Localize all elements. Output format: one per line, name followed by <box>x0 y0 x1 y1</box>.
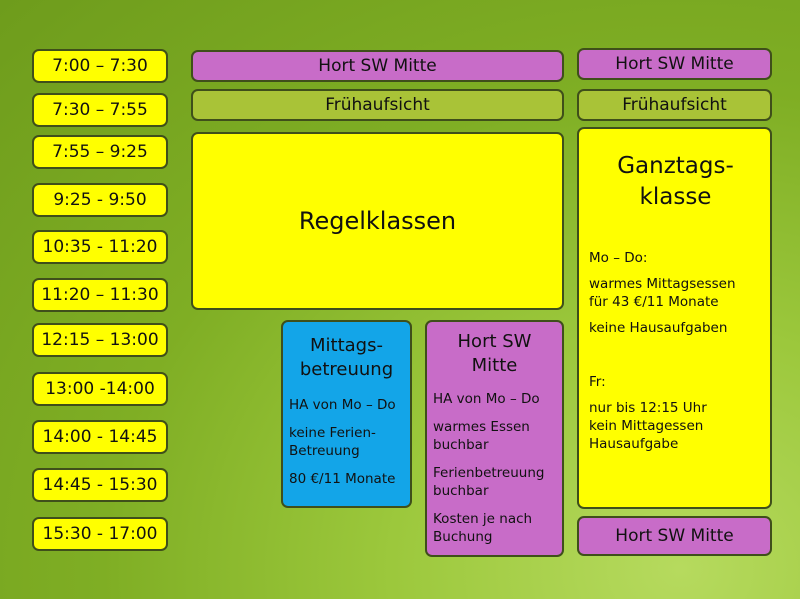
ganztags-line: Mo – Do: <box>589 250 648 266</box>
time-slot: 10:35 - 11:20 <box>32 230 168 264</box>
hort-line: Ferienbetreuung buchbar <box>433 465 545 499</box>
ganztags-line: keine Hausaufgaben <box>589 320 728 336</box>
ganztags-line: Fr: <box>589 374 606 390</box>
hort-sw-mitte-bar: Hort SW Mitte <box>191 50 564 82</box>
hort-line: HA von Mo – Do <box>433 391 540 407</box>
mittags-line: 80 €/11 Monate <box>289 471 396 487</box>
time-slot: 15:30 - 17:00 <box>32 517 168 551</box>
hort-line: warmes Essen buchbar <box>433 419 530 453</box>
hort-sw-mitte-box <box>425 320 564 557</box>
hort-box-title: Hort SW Mitte <box>457 331 532 376</box>
ganztagsklasse-title: Ganztags- klasse <box>617 153 734 210</box>
mittagsbetreuung-box <box>281 320 412 508</box>
time-slot: 7:30 – 7:55 <box>32 93 168 127</box>
ganztagsklasse-box <box>577 127 772 509</box>
mittags-line: HA von Mo – Do <box>289 397 396 413</box>
fruehaufsicht-bar: Frühaufsicht <box>191 89 564 121</box>
fruehaufsicht-bar-right: Frühaufsicht <box>577 89 772 121</box>
time-slot: 14:00 - 14:45 <box>32 420 168 454</box>
time-slot: 13:00 -14:00 <box>32 372 168 406</box>
time-slot: 12:15 – 13:00 <box>32 323 168 357</box>
regelklassen-box: Regelklassen <box>191 132 564 310</box>
time-slot: 9:25 - 9:50 <box>32 183 168 217</box>
time-slot: 7:55 – 9:25 <box>32 135 168 169</box>
mittags-line: keine Ferien- Betreuung <box>289 425 376 459</box>
hort-sw-mitte-bar-right: Hort SW Mitte <box>577 48 772 80</box>
hort-sw-mitte-bar-bottom: Hort SW Mitte <box>577 516 772 556</box>
hort-line: Kosten je nach Buchung <box>433 511 533 545</box>
mittagsbetreuung-title: Mittags- betreuung <box>299 335 394 380</box>
time-slot: 11:20 – 11:30 <box>32 278 168 312</box>
time-slot: 14:45 - 15:30 <box>32 468 168 502</box>
ganztags-line: warmes Mittagsessen für 43 €/11 Monate <box>589 276 736 310</box>
ganztags-line: nur bis 12:15 Uhr kein Mittagessen Hausaufgabe <box>589 400 707 452</box>
time-slot: 7:00 – 7:30 <box>32 49 168 83</box>
